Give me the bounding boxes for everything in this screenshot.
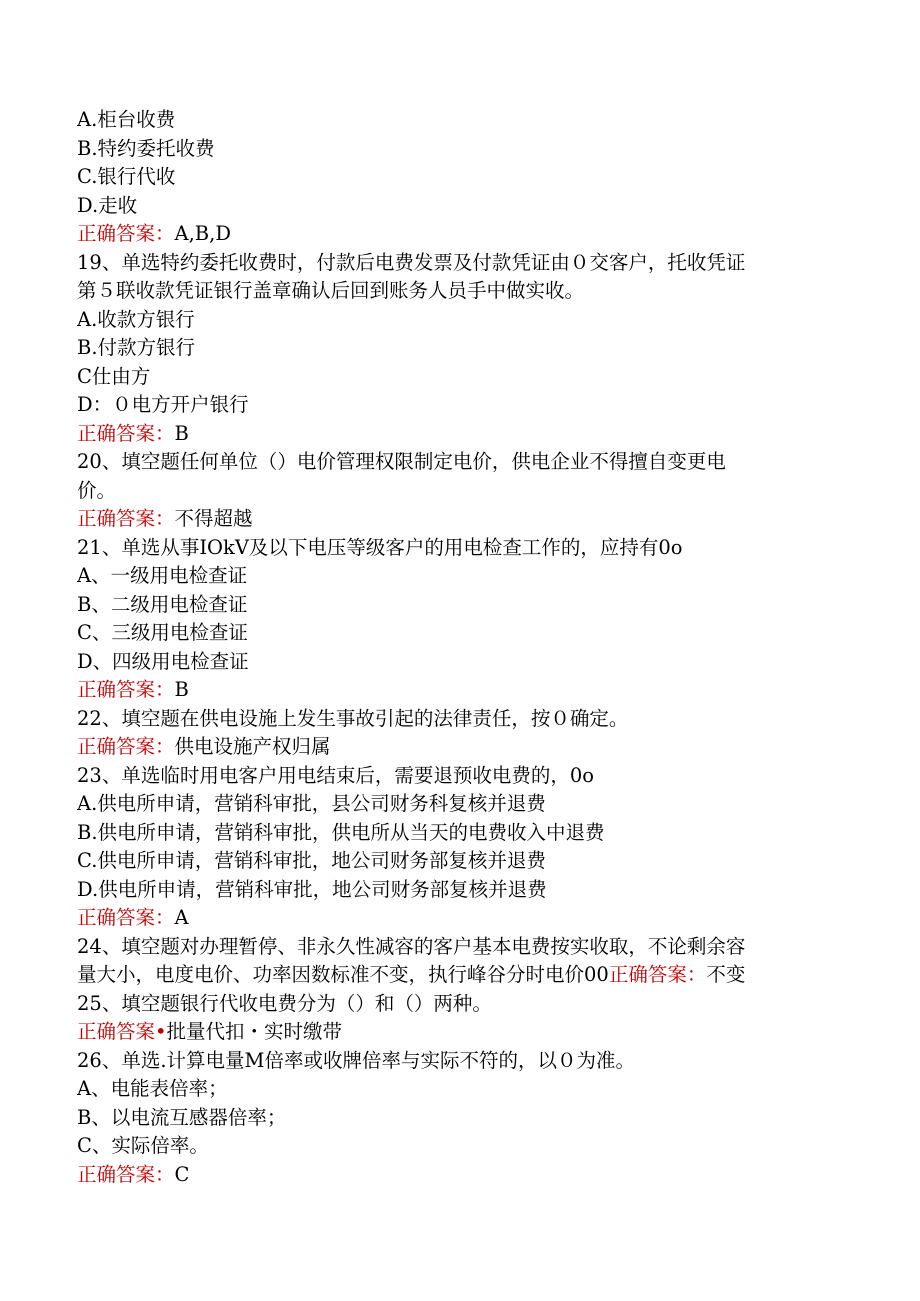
answer-value: B [174, 678, 189, 701]
answer-value: B [174, 421, 189, 445]
text-line: D、四级用电检查证 [77, 649, 249, 673]
answer-line [77, 733, 837, 762]
answer-line [77, 420, 837, 449]
text-line: 20、填空题任何单位（）电价管理权限制定电价，供电企业不得擅自变更电 [77, 450, 726, 473]
answer-value: A,B,D [174, 222, 231, 245]
answer-value: 供电设施产权归属 [174, 735, 331, 758]
answer-label: 正确答案： [77, 222, 175, 245]
document-page [77, 106, 837, 1189]
text-line: A.供电所申请，营销科审批，县公司财务科复核并退费 [77, 792, 546, 815]
answer-line [77, 904, 837, 933]
answer-label: 正确答案• [77, 1020, 167, 1043]
answer-line [77, 676, 837, 705]
answer-label: 正确答案： [77, 735, 175, 758]
text-line: 24、填空题对办理暂停、非永久性减容的客户基本电费按实收取，不论剩余容 [77, 934, 746, 958]
answer-label: 正确答案： [77, 1162, 175, 1186]
answer-line [77, 1018, 837, 1047]
text-line: C.供电所申请，营销科审批，地公司财务部复核并退费 [77, 849, 546, 872]
text-line: C.银行代收 [77, 165, 176, 188]
text-line: C、三级用电检查证 [77, 621, 248, 644]
text-line: A.收款方银行 [77, 307, 195, 331]
text-line: C仕由方 [77, 364, 151, 388]
answer-label: 正确答案： [77, 507, 175, 530]
answer-line [77, 220, 837, 249]
text-line: A、一级用电检查证 [77, 564, 248, 587]
text-line: A.柜台收费 [77, 108, 176, 131]
text-line: B.特约委托收费 [77, 136, 215, 160]
answer-label: 正确答案： [77, 678, 175, 701]
line-text: 量大小，电度电价、功率因数标准不变，执行峰谷分时电价00 [77, 963, 609, 986]
text-line: B、二级用电检查证 [77, 592, 248, 616]
text-line: 26、单选.计算电量M倍率或收牌倍率与实际不符的，以０为准。 [77, 1048, 635, 1072]
text-line: B、以电流互感器倍率； [77, 1105, 287, 1129]
text-line: 23、单选临时用电客户用电结束后，需要退预收电费的，0o [77, 763, 594, 787]
text-line: B.付款方银行 [77, 336, 196, 359]
text-line: 21、单选从事IOkV及以下电压等级客户的用电检查工作的，应持有0o [77, 535, 683, 559]
answer-value: C [174, 1162, 190, 1186]
text-line: 25、填空题银行代收电费分为（）和（）两种。 [77, 991, 492, 1015]
answer-label: 正确答案： [77, 906, 175, 929]
answer-value: 批量代扣・实时缴带 [166, 1020, 343, 1043]
text-line: 22、填空题在供电设施上发生事故引起的法律责任，按０确定。 [77, 706, 629, 730]
text-line: D：０电方开户银行 [77, 393, 249, 416]
text-line: D.走收 [77, 193, 138, 217]
answer-value: 不变 [706, 963, 746, 986]
answer-label: 正确答案： [608, 963, 707, 986]
text-line: 19、单选特约委托收费时，付款后电费发票及付款凭证由０交客户，托收凭证 [77, 250, 746, 274]
text-line: A、电能表倍率； [77, 1077, 228, 1100]
answer-value: A [174, 906, 189, 929]
answer-label: 正确答案： [77, 421, 175, 445]
text-line: C、实际倍率。 [77, 1134, 209, 1157]
answer-line [77, 505, 837, 534]
text-line: D.供电所申请，营销科审批，地公司财务部复核并退费 [77, 877, 547, 901]
answer-line [77, 1161, 837, 1190]
answer-value: 不得超越 [174, 507, 253, 530]
text-line: 价。 [77, 478, 117, 502]
text-line: 第５联收款凭证银行盖章确认后回到账务人员手中做实收。 [77, 279, 585, 302]
text-line: B.供电所申请，营销科审批，供电所从当天的电费收入中退费 [77, 820, 605, 844]
mixed-line [77, 961, 837, 990]
